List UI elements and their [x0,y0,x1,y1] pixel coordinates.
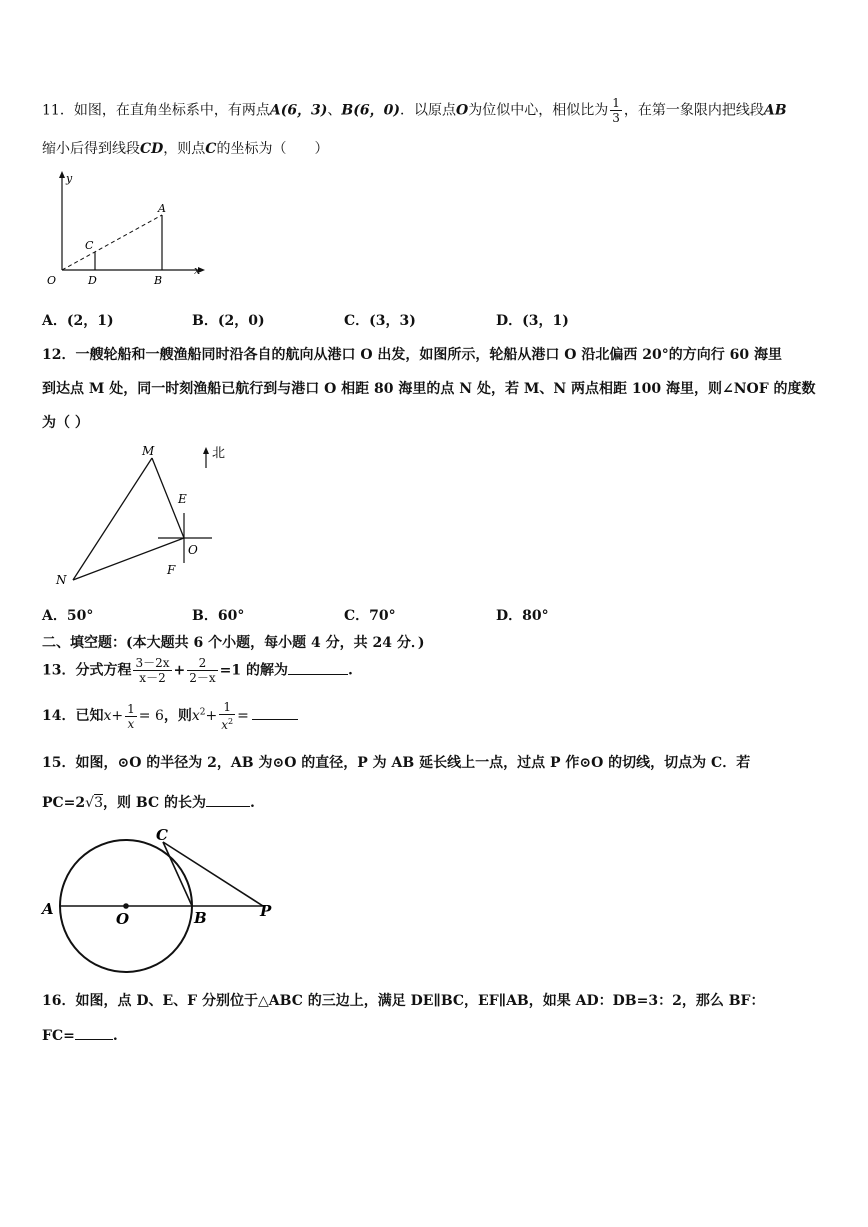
q12-figure [40,438,250,588]
q11-option-a[interactable]: A．(2，1) [42,313,114,329]
q14: 14．已知x+ $\frac{1}{x}$ = 6，则$x^2+$ $\frac{1}{x^2}$ = [42,700,298,732]
q12-option-c[interactable]: C．70° [344,608,396,624]
fig11-label-d: D [88,274,97,287]
q12-option-a[interactable]: A．50° [42,608,94,624]
fig11-label-a: A [158,202,166,215]
fig12-label-e: E [178,492,187,506]
q14-fraction-1: $\frac{1}{x}$ [127,701,135,731]
q11-line2: 缩小后得到线段CD，则点C的坐标为（ ） [42,141,329,157]
section-heading: 二、填空题：(本大题共 6 个小题，每小题 4 分，共 24 分．) [42,635,425,651]
fig12-label-o: O [188,543,198,557]
fig15-label-a: A [42,900,54,918]
fig12-label-f: F [167,563,176,577]
fig11-label-y: y [66,172,73,185]
fig15-label-p: P [260,902,272,920]
q15-answer-blank[interactable] [206,806,250,807]
q12-option-d[interactable]: D．80° [496,608,549,624]
fig12-label-north: 北 [212,446,226,461]
q15-figure [38,826,288,976]
q15-line2: PC=2√3，则 BC 的长为 . [42,795,255,811]
sqrt-sign: √ [85,795,95,811]
q11-option-b[interactable]: B．(2，0) [192,313,265,329]
q14-answer-blank[interactable] [252,719,298,720]
q12-option-b[interactable]: B．60° [192,608,245,624]
q12-line1: 12．一艘轮船和一艘渔船同时沿各自的航向从港口 O 出发，如图所示，轮船从港口 O 沿北偏西 20°的方向行 60 海里 [42,347,782,363]
q11-option-d[interactable]: D．(3，1) [496,313,569,329]
q11-line1: 11．如图，在直角坐标系中，有两点A(6，3)、B(6，0)．以原点O为位似中心，相似比为 $\frac{1}{3}$ ，在第一象限内把线段AB [42,96,787,125]
fig12-label-n: N [56,573,67,587]
q11-figure [40,168,210,293]
fig11-label-o: O [47,274,57,287]
q14-fraction-2: $\frac{1}{x^2}$ [221,700,234,732]
ratio-fraction: $\frac{1}{3}$ [612,96,620,125]
q13: 13．分式方程 $\frac{3-2x}{x-2}$ + $\frac{2}{2-x}$ =1 的解为 . [42,656,353,685]
q15-line1: 15．如图，⊙O 的半径为 2，AB 为⊙O 的直径，P 为 AB 延长线上一点，过点 P 作⊙O 的切线，切点为 C．若 [42,755,751,771]
fig15-label-o: O [116,910,130,928]
fig15-label-b: B [194,909,207,927]
q16-line1: 16．如图，点 D、E、F 分别位于△ABC 的三边上，满足 DE∥BC，EF∥AB，如果 AD：DB=3：2，那么 BF： [42,993,765,1009]
q13-fraction-2: $\frac{2}{2-x}$ [189,656,216,685]
fig15-label-c: C [156,826,168,844]
fig12-label-m: M [142,444,155,458]
fig11-label-x: x [194,264,201,277]
fig11-label-b: B [154,274,163,287]
q12-line3: 为（ ） [42,415,89,431]
q16-answer-blank[interactable] [75,1039,113,1040]
fig11-label-c: C [85,239,94,252]
q11-option-c[interactable]: C．(3，3) [344,313,416,329]
q12-line2: 到达点 M 处，同一时刻渔船已航行到与港口 O 相距 80 海里的点 N 处，若 M、N 两点相距 100 海里，则∠NOF 的度数 [42,381,816,397]
q13-answer-blank[interactable] [288,674,348,675]
q16-line2: FC= . [42,1028,118,1044]
q13-fraction-1: $\frac{3-2x}{x-2}$ [135,656,170,685]
